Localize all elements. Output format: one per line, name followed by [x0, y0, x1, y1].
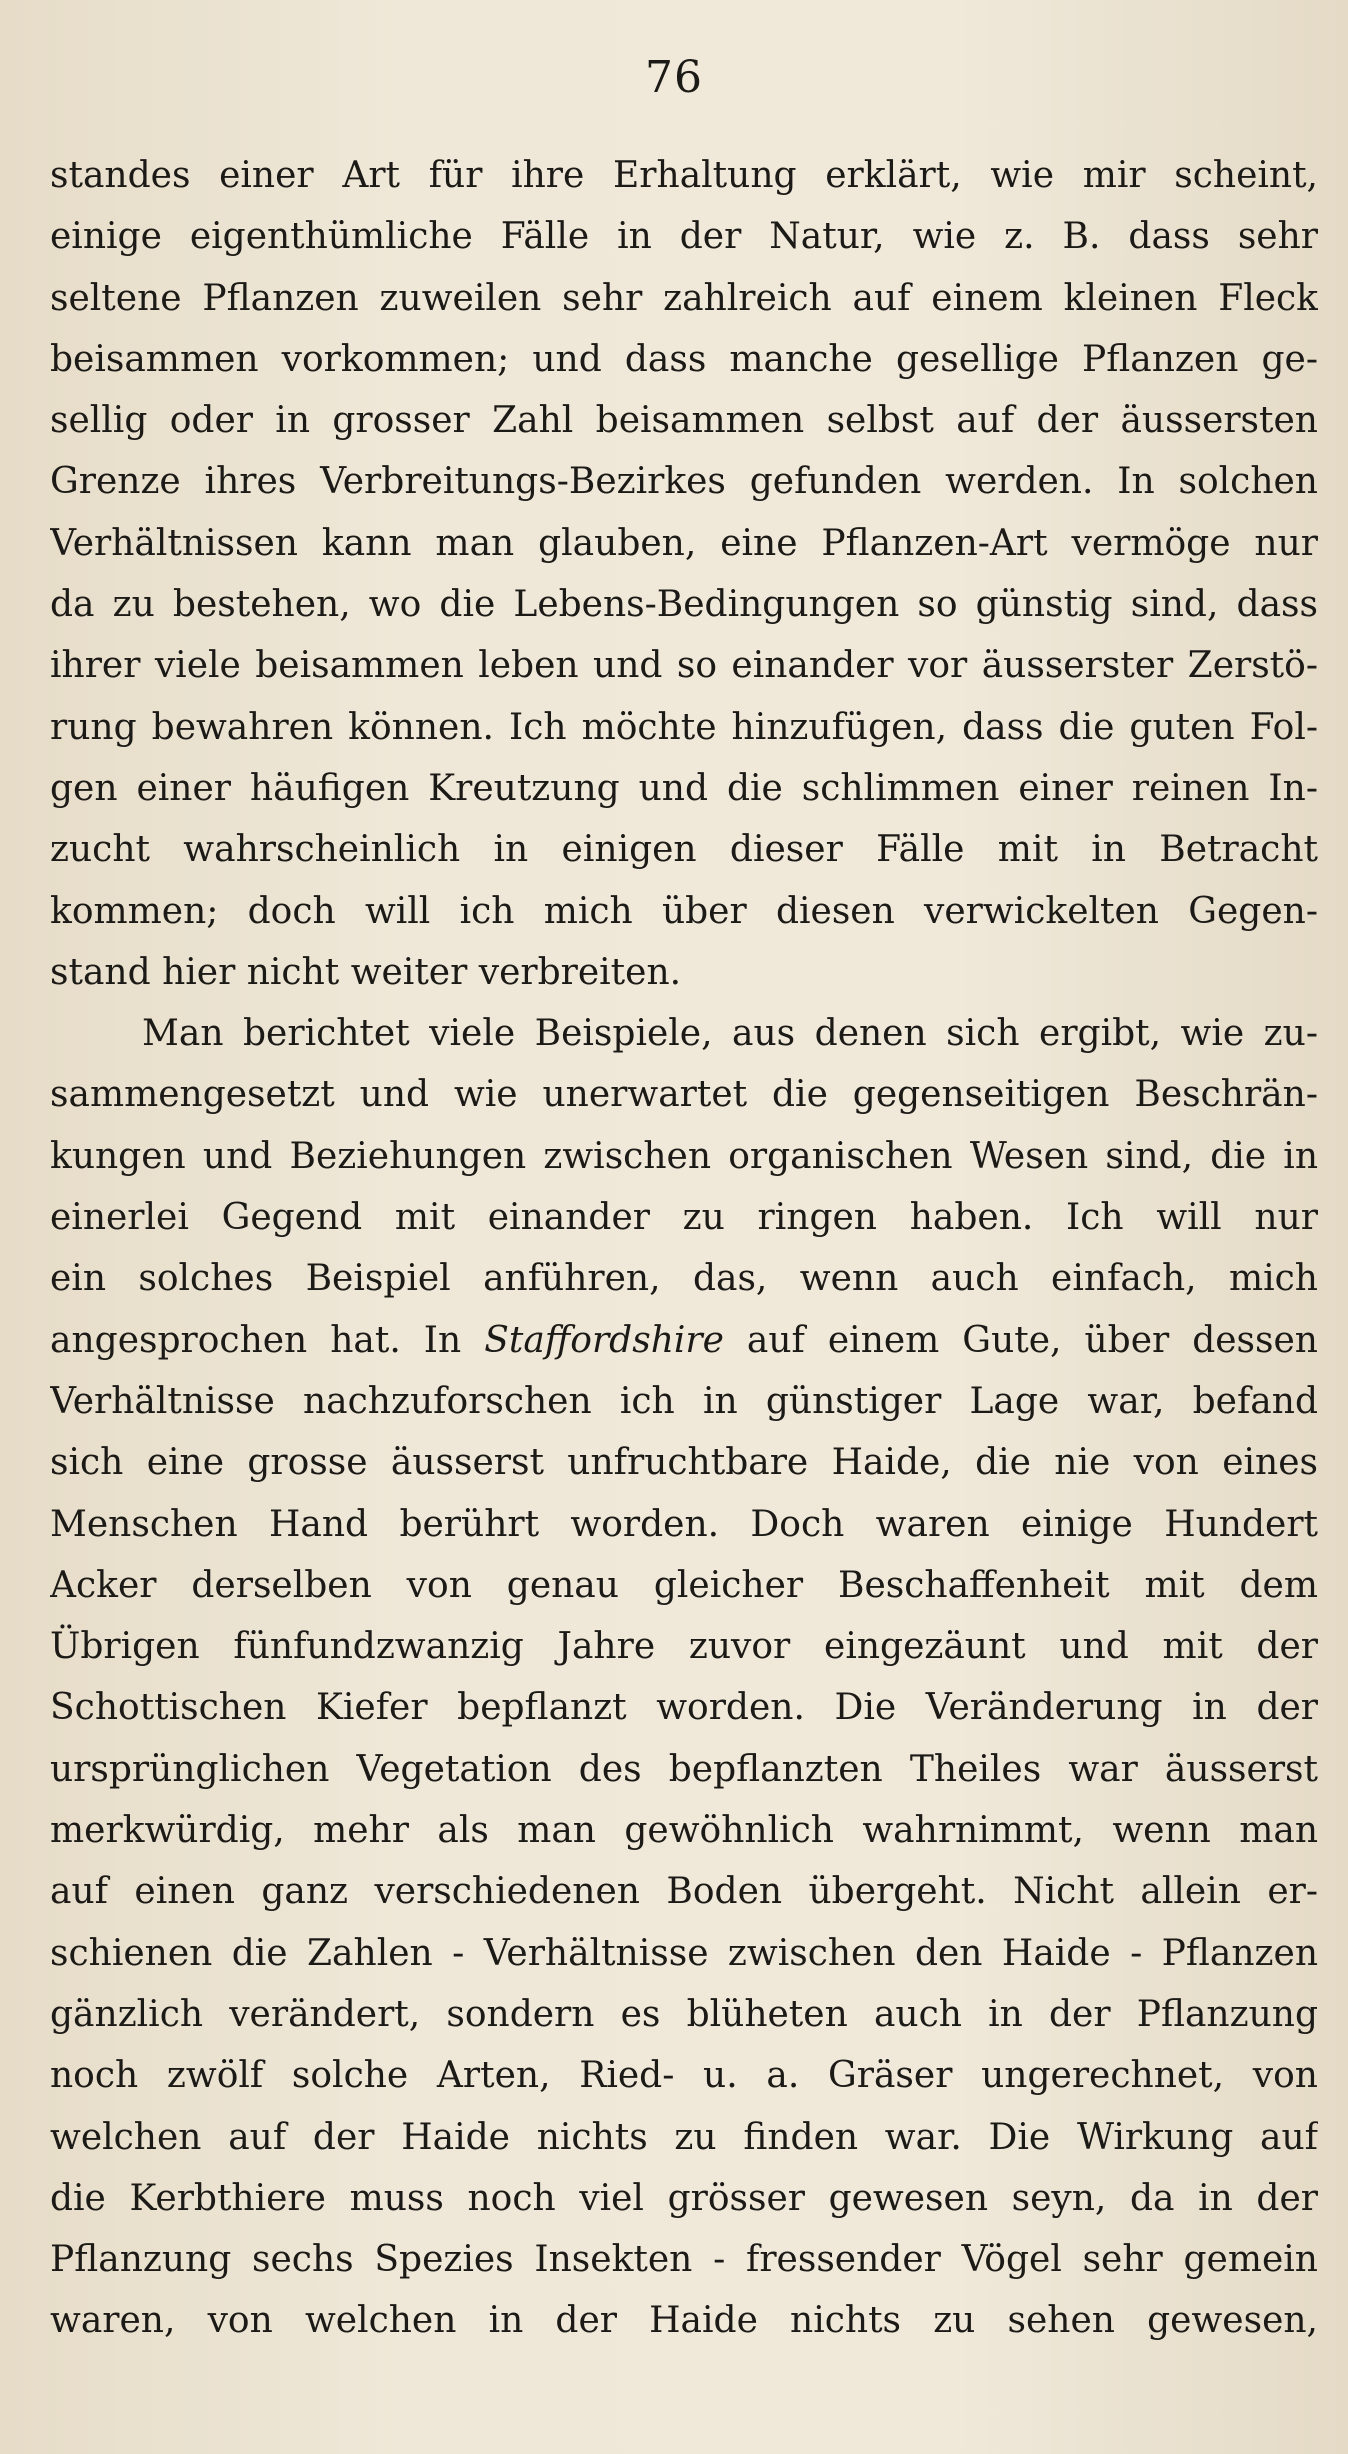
text-line: kommen; doch will ich mich über diesen verwickelten Gegen-	[50, 890, 1318, 932]
text-line: merkwürdig, mehr als man gewöhnlich wahrnimmt, wenn man	[50, 1810, 1318, 1852]
text-line: einige eigenthümliche Fälle in der Natur, wie z. B. dass sehr	[50, 216, 1318, 258]
text-line: welchen auf der Haide nichts zu finden war. Die Wirkung auf	[50, 2116, 1318, 2158]
text-line: waren, von welchen in der Haide nichts zu sehen gewesen,	[50, 2300, 1318, 2342]
text-line: da zu bestehen, wo die Lebens-Bedingungen so günstig sind, dass	[50, 584, 1318, 626]
text-line: rung bewahren können. Ich möchte hinzufügen, dass die guten Fol-	[50, 706, 1318, 748]
body-text	[50, 145, 1318, 2352]
text-line: beisammen vorkommen; und dass manche gesellige Pflanzen ge-	[50, 338, 1318, 380]
text-line: standes einer Art für ihre Erhaltung erklärt, wie mir scheint,	[50, 155, 1318, 196]
text-line: Pflanzung sechs Spezies Insekten - fressender Vögel sehr gemein	[50, 2239, 1318, 2281]
text-line: ihrer viele beisammen leben und so einander vor äusserster Zerstö-	[50, 645, 1318, 687]
text-line: Grenze ihres Verbreitungs-Bezirkes gefunden werden. In solchen	[50, 461, 1318, 503]
text-line: Verhältnisse nachzuforschen ich in günstiger Lage war, befand	[50, 1380, 1318, 1422]
text-line: Acker derselben von genau gleicher Beschaffenheit mit dem	[50, 1564, 1318, 1606]
text-line: gen einer häufigen Kreutzung und die schlimmen einer reinen In-	[50, 767, 1318, 809]
text-line: seltene Pflanzen zuweilen sehr zahlreich auf einem kleinen Fleck	[50, 277, 1318, 319]
text-line: stand hier nicht weiter verbreiten.	[50, 951, 682, 993]
text-line: sellig oder in grosser Zahl beisammen selbst auf der äussersten	[50, 400, 1318, 442]
text-line: noch zwölf solche Arten, Ried- u. a. Gräser ungerechnet, von	[50, 2055, 1318, 2097]
text-line: Schottischen Kiefer bepflanzt worden. Die Veränderung in der	[50, 1687, 1318, 1729]
page-number: 76	[645, 52, 703, 103]
text-line: auf einen ganz verschiedenen Boden übergeht. Nicht allein er-	[50, 1871, 1318, 1913]
text-line: einerlei Gegend mit einander zu ringen haben. Ich will nur	[50, 1197, 1318, 1239]
line-tail: auf einem Gute, über dessen	[746, 1319, 1318, 1361]
text-line: zucht wahrscheinlich in einigen dieser Fälle mit in Betracht	[50, 829, 1318, 871]
text-line: Man berichtet viele Beispiele, aus denen sich ergibt, wie zu-	[142, 1013, 1318, 1055]
italic-place-name: Staffordshire	[484, 1319, 724, 1361]
text-line: kungen und Beziehungen zwischen organischen Wesen sind, die in	[50, 1135, 1318, 1177]
text-line: ursprünglichen Vegetation des bepflanzten Theiles war äusserst	[50, 1748, 1318, 1790]
text-line: ein solches Beispiel anführen, das, wenn auch einfach, mich	[50, 1258, 1318, 1300]
paragraph-2	[50, 1003, 1318, 2352]
text-line: sich eine grosse äusserst unfruchtbare Haide, die nie von eines	[50, 1442, 1318, 1484]
text-line: die Kerbthiere muss noch viel grösser gewesen seyn, da in der	[50, 2177, 1318, 2219]
text-line: sammengesetzt und wie unerwartet die gegenseitigen Beschrän-	[50, 1074, 1318, 1116]
text-line: Verhältnissen kann man glauben, eine Pflanzen-Art vermöge nur	[50, 522, 1318, 564]
text-line: schienen die Zahlen - Verhältnisse zwischen den Haide - Pflanzen	[50, 1932, 1318, 1974]
line-head: angesprochen hat. In	[50, 1319, 462, 1361]
text-line: Menschen Hand berührt worden. Doch waren einige Hundert	[50, 1503, 1318, 1545]
text-line: gänzlich verändert, sondern es blüheten auch in der Pflanzung	[50, 1993, 1318, 2035]
text-line-with-italic	[50, 1310, 1318, 1371]
text-line: Übrigen fünfundzwanzig Jahre zuvor eingezäunt und mit der	[50, 1626, 1318, 1668]
paragraph-1	[50, 145, 1318, 1003]
